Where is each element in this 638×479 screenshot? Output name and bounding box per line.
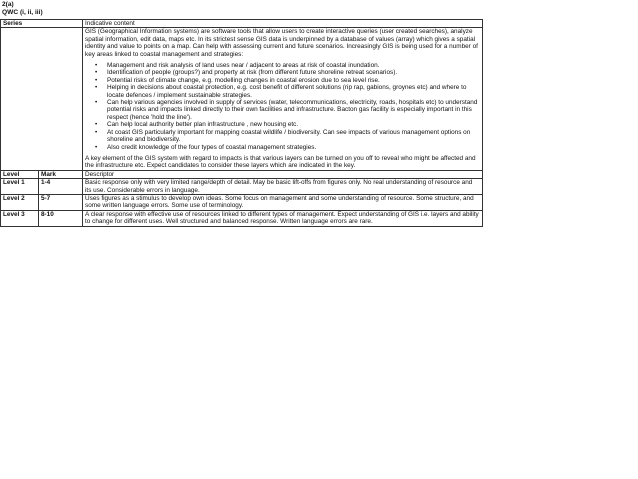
content-body-row — [1, 28, 483, 170]
bullet-icon: • — [95, 62, 98, 70]
level-row — [1, 179, 483, 195]
bullet-icon: • — [95, 69, 98, 77]
mark-column-header: Mark — [39, 170, 83, 178]
question-number: 2(a) — [2, 1, 14, 8]
bullet-icon: • — [95, 121, 98, 129]
indicative-content-cell — [83, 28, 483, 170]
series-cell — [1, 28, 83, 170]
bullet-icon: • — [95, 84, 98, 92]
bullet-item: • Can help local authority better plan infrastructure , new housing etc. — [95, 121, 299, 129]
level-name: Level 2 — [1, 194, 39, 210]
bullet-icon: • — [95, 76, 98, 84]
closing-paragraph: A key element of the GIS system with regard to impacts is that various layers can be turned on you off to reveal who might be affected and the infrastructure etc. Expect candidates to consider these layers which are indicated in the key. — [85, 154, 476, 170]
bullet-icon: • — [95, 143, 98, 151]
level-descriptor: Uses figures as a stimulus to develop own ideas. Some focus on management and some understanding of resource. Some structure, and some written language errors. Some use of terminology. — [83, 194, 483, 210]
content-heading: Indicative content — [83, 20, 483, 28]
bullet-item: • At coast GIS particularly important for mapping coastal wildlife / biodiversity. Can see impacts of various management options on shoreline and biodiversity. — [95, 128, 471, 144]
bullet-item: • Management and risk analysis of land uses near / adjacent to areas at risk of coastal inundation. — [95, 62, 380, 70]
bullet-item: • Also credit knowledge of the four types of coastal management strategies. — [95, 143, 317, 151]
level-row — [1, 194, 483, 210]
qwc-label: QWC (i, ii, iii) — [2, 9, 43, 16]
level-name: Level 3 — [1, 210, 39, 226]
level-row — [1, 210, 483, 226]
bullet-item: • Can help various agencies involved in supply of services (water, telecommunications, electricity, roads, hospitals etc) to understand potential risks and impacts linked directly to their own facilities and infrastructure. Bacton gas facility is especially important in this respect (hence 'hold the line'). — [95, 99, 478, 121]
mark-scheme-table — [0, 19, 483, 227]
content-header-row — [1, 20, 483, 28]
level-mark: 1-4 — [39, 179, 83, 195]
level-mark: 5-7 — [39, 194, 83, 210]
level-descriptor: Basic response only with very limited range/depth of detail. May be basic lift-offs from figures only. No real understanding of resource and its use. Considerable errors in language. — [83, 179, 483, 195]
level-column-header: Level — [1, 170, 39, 178]
bullet-item: • Potential risks of climate change, e.g. modelling changes in coastal erosion due to sea level rise. — [95, 76, 380, 84]
bullet-icon: • — [95, 128, 98, 136]
bullet-list — [85, 62, 480, 151]
intro-paragraph: GIS (Geographical Information systems) are software tools that allow users to create interactive queries (user created searches), analyze spatial information, edit data, maps etc. In its strictest sense GIS data is underpinned by a database of values (array) which gives a spatial identity and value to points on a map. Can help with assessing current and future scenarios. Increasingly GIS is being used for a number of key areas linked to coastal management and strategies: — [85, 28, 478, 58]
levels-header-row — [1, 170, 483, 178]
level-name: Level 1 — [1, 179, 39, 195]
bullet-item: • Helping in decisions about coastal protection, e.g. cost benefit of different solutions (rip rap, gabions, groynes etc) and where to locate defences / implement sustainable strategies. — [95, 84, 467, 99]
descriptor-column-header: Descriptor — [83, 170, 483, 178]
bullet-item: • Identification of people (groups?) and property at risk (from different future shoreline retreat scenarios). — [95, 69, 398, 77]
series-label: Series — [1, 20, 83, 28]
bullet-icon: • — [95, 99, 98, 107]
level-mark: 8-10 — [39, 210, 83, 226]
level-descriptor: A clear response with effective use of resources linked to different types of management. Expect understanding of GIS i.e. layers and ability to change for different uses. Well structured and balanced response. Written language errors are rare. — [83, 210, 483, 226]
